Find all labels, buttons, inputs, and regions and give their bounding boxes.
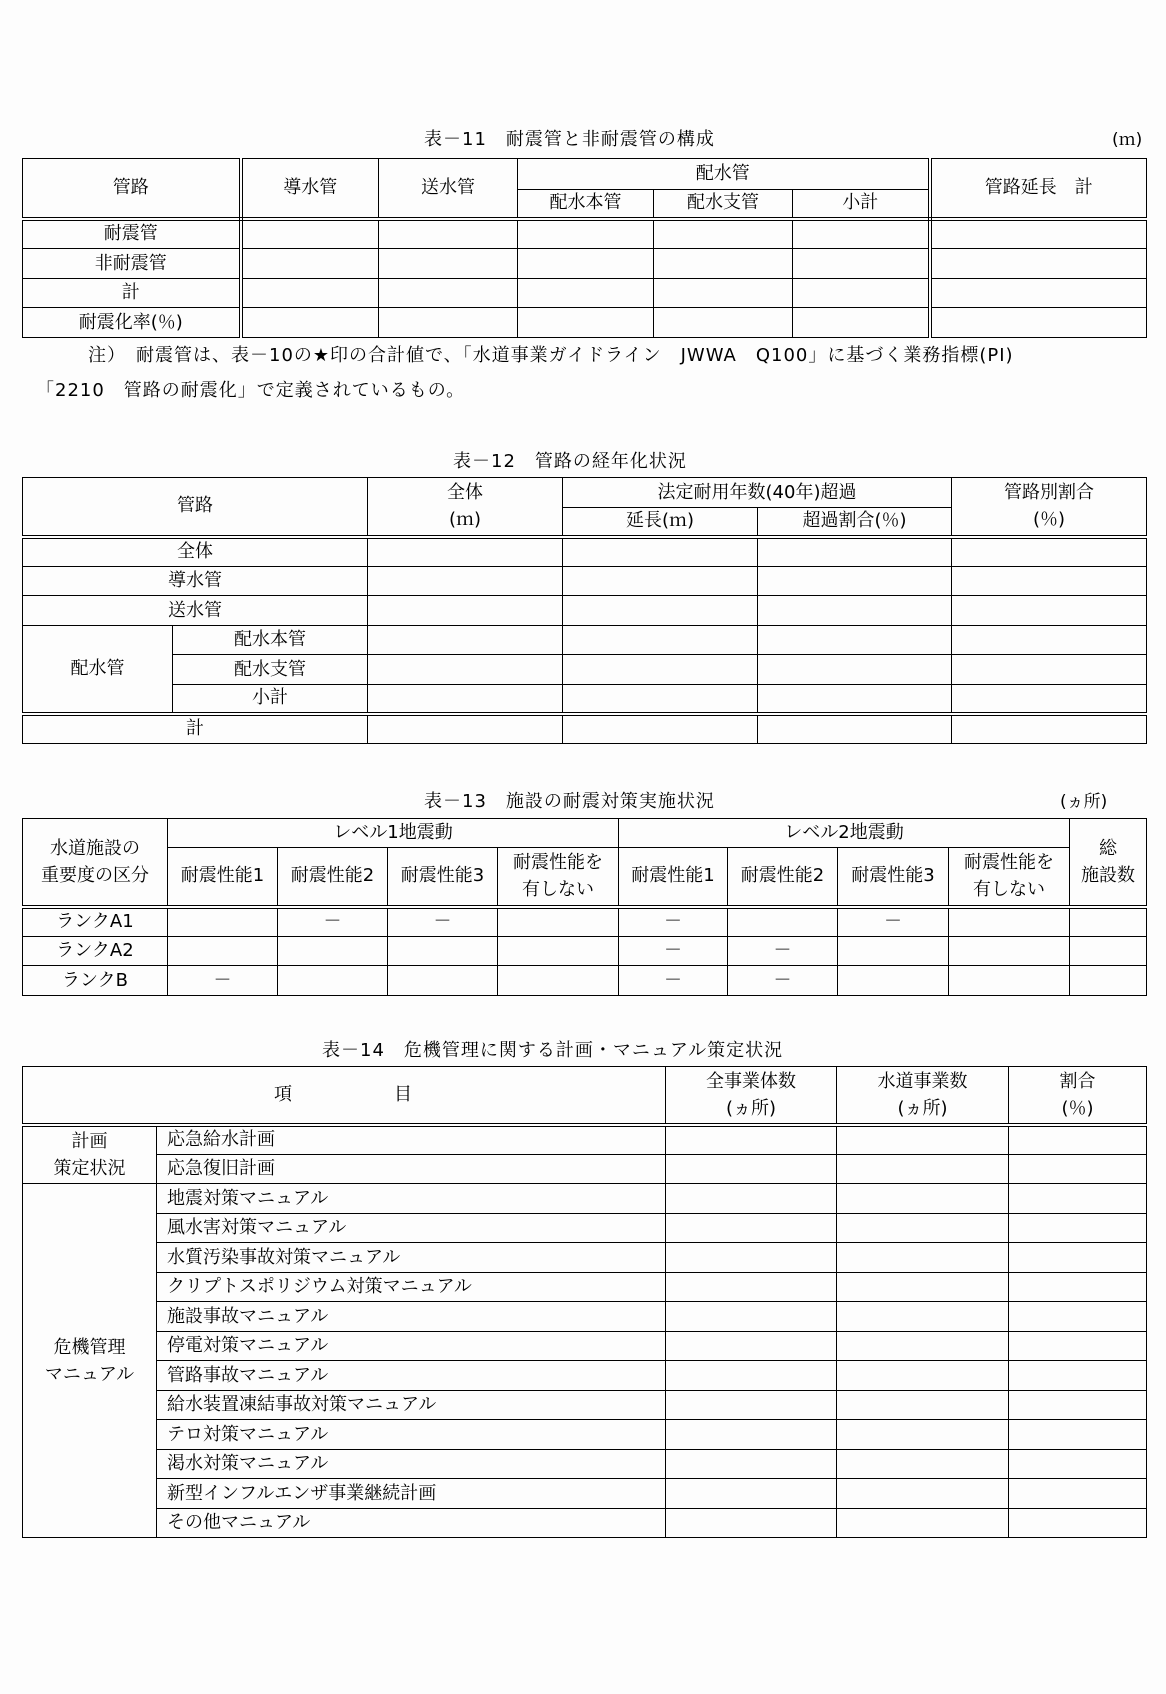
cell (498, 907, 619, 937)
header-category (23, 819, 168, 907)
table-row (23, 1332, 1147, 1361)
table-row (23, 1184, 1147, 1214)
header-total-length: 管路延長 計 (930, 159, 1147, 219)
cell (952, 714, 1147, 744)
cell (837, 1450, 1009, 1479)
header-intake-pipe: 導水管 (241, 159, 379, 219)
cell (930, 279, 1147, 308)
cell (666, 1391, 837, 1420)
header-by-pipe-ratio (952, 478, 1147, 537)
cell (1009, 1332, 1147, 1361)
header-l2-none-line2: 有しない (973, 879, 1046, 901)
header-item: 項 目 (23, 1067, 666, 1125)
header-distribution-pipe: 配水管 (518, 159, 930, 190)
header-l1-none (498, 848, 619, 907)
row-label: 全体 (23, 537, 368, 567)
item-label: 風水害対策マニュアル (157, 1214, 666, 1243)
cell (666, 1332, 837, 1361)
cell (1009, 1420, 1147, 1450)
cell (654, 279, 793, 308)
table-row (23, 626, 1147, 655)
cell (1009, 1361, 1147, 1391)
table14-caption: 表－14 危機管理に関する計画・マニュアル策定状況 (322, 1040, 784, 1061)
cell (1009, 1273, 1147, 1302)
group-label-line2: マニュアル (44, 1363, 135, 1385)
cell (1009, 1155, 1147, 1184)
cell (837, 1420, 1009, 1450)
cell (563, 626, 758, 655)
table-row (23, 308, 1147, 338)
cell (930, 249, 1147, 279)
cell (666, 1361, 837, 1391)
item-label: 施設事故マニュアル (157, 1302, 666, 1332)
item-label: 管路事故マニュアル (157, 1361, 666, 1391)
row-label: 計 (23, 714, 368, 744)
header-by-pipe-ratio-label: 管路別割合 (1004, 482, 1095, 504)
group-label-plan-status (23, 1125, 157, 1184)
cell (758, 567, 952, 596)
cell (379, 279, 518, 308)
cell (793, 308, 930, 338)
cell (388, 937, 498, 966)
cell (1009, 1509, 1147, 1538)
cell (563, 537, 758, 567)
table-row (23, 655, 1147, 685)
cell (563, 596, 758, 626)
header-category-line1: 水道施設の (50, 837, 140, 859)
table-row (23, 1214, 1147, 1243)
cell (793, 219, 930, 249)
table-row (23, 1361, 1147, 1391)
cell: － (388, 907, 498, 937)
cell (563, 685, 758, 714)
cell: － (728, 966, 838, 996)
cell (388, 966, 498, 996)
cell (838, 966, 949, 996)
cell (379, 308, 518, 338)
cell (666, 1479, 837, 1509)
table14-crisis-management-plans (22, 1066, 1147, 1538)
cell (368, 655, 563, 685)
item-label: 新型インフルエンザ事業継続計画 (157, 1479, 666, 1509)
header-l1-perf3: 耐震性能3 (388, 848, 498, 907)
header-exceeded-legal-life: 法定耐用年数(40年)超過 (563, 478, 952, 508)
header-dist-main: 配水本管 (518, 190, 654, 219)
row-label: 耐震管 (23, 219, 241, 249)
item-label: クリプトスポリジウム対策マニュアル (157, 1273, 666, 1302)
cell (837, 1391, 1009, 1420)
cell (837, 1214, 1009, 1243)
cell (1009, 1450, 1147, 1479)
row-group-label: 配水管 (23, 626, 173, 714)
item-label: 給水装置凍結事故対策マニュアル (157, 1391, 666, 1420)
cell (1009, 1479, 1147, 1509)
cell (241, 249, 379, 279)
cell (837, 1155, 1009, 1184)
table-row (23, 1479, 1147, 1509)
cell (241, 308, 379, 338)
row-label: 耐震化率(％) (23, 308, 241, 338)
cell (666, 1125, 837, 1155)
table-row (23, 1420, 1147, 1450)
cell (1070, 966, 1147, 996)
cell (563, 714, 758, 744)
cell (758, 626, 952, 655)
table-row (23, 1450, 1147, 1479)
table-row (23, 537, 1147, 567)
cell (952, 596, 1147, 626)
cell (1009, 1302, 1147, 1332)
cell (379, 219, 518, 249)
header-l1-none-line1: 耐震性能を (513, 852, 603, 874)
cell (837, 1332, 1009, 1361)
header-overall (368, 478, 563, 537)
item-label: 水質汚染事故対策マニュアル (157, 1243, 666, 1273)
item-label: 応急復旧計画 (157, 1155, 666, 1184)
cell (758, 596, 952, 626)
row-label: 導水管 (23, 567, 368, 596)
header-pipe: 管路 (23, 159, 241, 219)
cell (278, 937, 388, 966)
header-by-pipe-ratio-unit: (％) (1032, 509, 1066, 531)
cell (278, 966, 388, 996)
table11-note-line1: 注） 耐震管は、表－10の★印の合計値で、「水道事業ガイドライン JWWA Q100」に基づく業務指標(PI) (88, 345, 1014, 366)
cell (498, 937, 619, 966)
row-label: 送水管 (23, 596, 368, 626)
cell (758, 537, 952, 567)
group-label-line1: 危機管理 (53, 1336, 126, 1358)
cell (837, 1302, 1009, 1332)
item-label: テロ対策マニュアル (157, 1420, 666, 1450)
cell (368, 714, 563, 744)
cell (837, 1509, 1009, 1538)
cell (518, 308, 654, 338)
cell (666, 1302, 837, 1332)
cell (1009, 1125, 1147, 1155)
row-label: 小計 (173, 685, 368, 714)
table-row (23, 685, 1147, 714)
cell (654, 249, 793, 279)
table-row (23, 219, 1147, 249)
table13-caption: 表－13 施設の耐震対策実施状況 (424, 791, 715, 812)
table12-pipe-aging-status (22, 477, 1147, 744)
cell (168, 907, 278, 937)
cell (368, 567, 563, 596)
group-label-crisis-manual (23, 1184, 157, 1538)
table-row (23, 1273, 1147, 1302)
cell (241, 219, 379, 249)
cell (952, 567, 1147, 596)
table-row (23, 1155, 1147, 1184)
header-length: 延長(ｍ) (563, 508, 758, 537)
table-row (23, 937, 1147, 966)
cell (666, 1420, 837, 1450)
cell (368, 596, 563, 626)
cell (952, 685, 1147, 714)
cell: － (619, 907, 728, 937)
cell (241, 279, 379, 308)
cell (666, 1155, 837, 1184)
item-label: 停電対策マニュアル (157, 1332, 666, 1361)
cell (654, 308, 793, 338)
item-label: その他マニュアル (157, 1509, 666, 1538)
cell (518, 279, 654, 308)
cell (518, 219, 654, 249)
cell (498, 966, 619, 996)
cell (837, 1479, 1009, 1509)
cell (837, 1273, 1009, 1302)
table-row (23, 714, 1147, 744)
cell (793, 249, 930, 279)
header-subtotal: 小計 (793, 190, 930, 219)
cell: － (619, 937, 728, 966)
table-row (23, 1509, 1147, 1538)
table-row (23, 1391, 1147, 1420)
cell: － (838, 907, 949, 937)
header-transmission-pipe: 送水管 (379, 159, 518, 219)
header-total-line2: 施設数 (1081, 864, 1136, 886)
cell: － (168, 966, 278, 996)
cell (168, 937, 278, 966)
header-l2-perf1: 耐震性能1 (619, 848, 728, 907)
cell (1009, 1391, 1147, 1420)
cell (837, 1125, 1009, 1155)
cell: － (728, 937, 838, 966)
cell (368, 626, 563, 655)
table-row (23, 279, 1147, 308)
header-water-entities-label: 水道事業数 (877, 1070, 968, 1092)
table-row (23, 907, 1147, 937)
cell (1070, 907, 1147, 937)
header-l2-none-line1: 耐震性能を (964, 852, 1055, 874)
cell (793, 279, 930, 308)
header-water-entities (837, 1067, 1009, 1125)
table11-note-line2: 「2210 管路の耐震化」で定義されているもの。 (36, 380, 466, 401)
header-all-entities-unit: (ヵ所) (725, 1097, 777, 1119)
cell (1009, 1243, 1147, 1273)
cell (837, 1184, 1009, 1214)
cell (930, 308, 1147, 338)
header-exceed-ratio: 超過割合(％) (758, 508, 952, 537)
cell (666, 1243, 837, 1273)
row-label: 配水支管 (173, 655, 368, 685)
cell (563, 655, 758, 685)
cell (758, 685, 952, 714)
item-label: 地震対策マニュアル (157, 1184, 666, 1214)
cell (518, 249, 654, 279)
cell (930, 219, 1147, 249)
row-label: ランクA1 (23, 907, 168, 937)
table-row (23, 567, 1147, 596)
header-ratio-unit: (％) (1061, 1097, 1094, 1119)
header-dist-branch: 配水支管 (654, 190, 793, 219)
table11-unit: (ｍ) (1112, 130, 1143, 150)
cell (952, 537, 1147, 567)
header-l2-perf3: 耐震性能3 (838, 848, 949, 907)
item-label: 応急給水計画 (157, 1125, 666, 1155)
header-l2-none (949, 848, 1070, 907)
cell (368, 537, 563, 567)
cell (666, 1509, 837, 1538)
header-l2-perf2: 耐震性能2 (728, 848, 838, 907)
cell (563, 567, 758, 596)
cell (666, 1273, 837, 1302)
header-ratio-label: 割合 (1059, 1070, 1096, 1092)
item-label: 渇水対策マニュアル (157, 1450, 666, 1479)
cell (758, 714, 952, 744)
header-l1-perf1: 耐震性能1 (168, 848, 278, 907)
row-label: 非耐震管 (23, 249, 241, 279)
cell: － (278, 907, 388, 937)
table-row (23, 1243, 1147, 1273)
table11-seismic-pipe-composition (22, 158, 1147, 338)
cell: － (619, 966, 728, 996)
header-total-line1: 総 (1099, 837, 1118, 859)
header-category-line2: 重要度の区分 (41, 864, 149, 886)
cell (1070, 937, 1147, 966)
row-label: ランクA2 (23, 937, 168, 966)
cell (1009, 1184, 1147, 1214)
table13-unit: (ヵ所) (1060, 792, 1108, 812)
header-all-entities (666, 1067, 837, 1125)
row-label: ランクB (23, 966, 168, 996)
cell (952, 655, 1147, 685)
cell (758, 655, 952, 685)
header-l1-perf2: 耐震性能2 (278, 848, 388, 907)
header-level2-motion: レベル2地震動 (619, 819, 1070, 848)
cell (949, 937, 1070, 966)
group-label-line2: 策定状況 (53, 1157, 126, 1179)
table-row (23, 966, 1147, 996)
table-row (23, 596, 1147, 626)
table11-caption: 表－11 耐震管と非耐震管の構成 (424, 129, 715, 150)
table-row (23, 249, 1147, 279)
cell (666, 1450, 837, 1479)
header-overall-label: 全体 (447, 482, 483, 504)
cell (379, 249, 518, 279)
header-water-entities-unit: (ヵ所) (897, 1097, 948, 1119)
header-total-facilities (1070, 819, 1147, 907)
cell (838, 937, 949, 966)
cell (949, 907, 1070, 937)
header-overall-unit: (ｍ) (448, 509, 482, 531)
cell (666, 1184, 837, 1214)
row-label: 計 (23, 279, 241, 308)
cell (837, 1361, 1009, 1391)
cell (952, 626, 1147, 655)
table-row (23, 1302, 1147, 1332)
table12-caption: 表－12 管路の経年化状況 (453, 451, 687, 472)
row-label: 配水本管 (173, 626, 368, 655)
header-all-entities-label: 全事業体数 (706, 1070, 796, 1092)
cell (837, 1243, 1009, 1273)
group-label-line1: 計画 (71, 1130, 108, 1152)
header-l1-none-line2: 有しない (522, 879, 594, 901)
cell (666, 1214, 837, 1243)
cell (368, 685, 563, 714)
cell (949, 966, 1070, 996)
cell (654, 219, 793, 249)
table-row (23, 1125, 1147, 1155)
header-pipe: 管路 (23, 478, 368, 537)
cell (728, 907, 838, 937)
header-ratio (1009, 1067, 1147, 1125)
table13-facility-seismic-measures (22, 818, 1147, 996)
header-level1-motion: レベル1地震動 (168, 819, 619, 848)
cell (1009, 1214, 1147, 1243)
